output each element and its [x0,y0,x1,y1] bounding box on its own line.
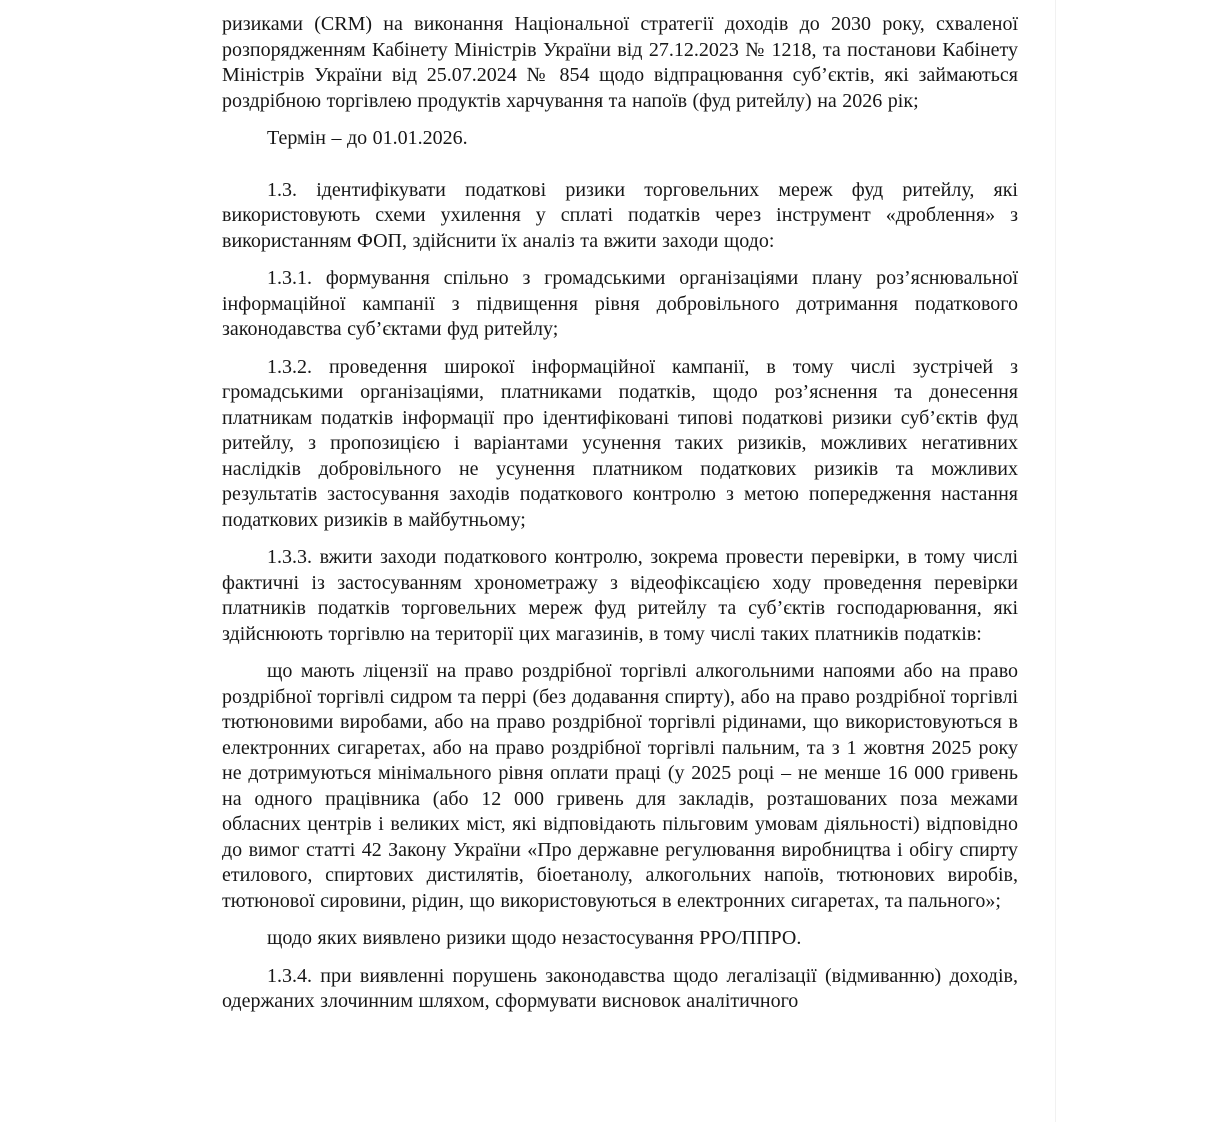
paragraph-clause-1-3-3: 1.3.3. вжити заходи податкового контролю, зокрема провести перевірки, в тому числі фактичні із застосуванням хронометражу з відеофіксацією ходу проведення перевірки платників податків торговельних мереж фуд ритейлу та суб’єктів господарювання, які здійснюють торгівлю на території цих магазинів, в тому числі таких платників податків: [222,546,1018,645]
paragraph-clause-1-3-1: 1.3.1. формування спільно з громадськими організаціями плану роз’яснювальної інформаційної кампанії з підвищення рівня добровільного дотримання податкового законодавства суб’єктами фуд ритейлу; [222,267,1018,340]
paragraph-term-deadline: Термін – до 01.01.2026. [267,127,468,149]
paragraph-clause-1-3: 1.3. ідентифікувати податкові ризики торговельних мереж фуд ритейлу, які використовують схеми ухилення у сплаті податків через інструмент «дроблення» з використанням ФОП, здійснити їх аналіз та вжити заходи щодо: [222,178,1018,252]
scan-artifact-line [1055,0,1056,1122]
paragraph-clause-1-3-2: 1.3.2. проведення широкої інформаційної кампанії, в тому числі зустрічей з громадськими організаціями, платниками податків, щодо роз’яснення та донесення платникам податків інформації про ідентифіковані типові податкові ризики суб’єктів фуд ритейлу, з пропозицією і варіантами усунення таких ризиків, можливих негативних наслідків добровільного не усунення платником податкових ризиків та можливих результатів застосування заходів податкового контролю з метою попередження настання податкових ризиків в майбутньому; [222,355,1018,531]
paragraph-rro-risks: щодо яких виявлено ризики щодо незастосування РРО/ППРО. [267,927,802,949]
paragraph-clause-1-3-4: 1.3.4. при виявленні порушень законодавства щодо легалізації (відмиванню) доходів, одержаних злочинним шляхом, сформувати висновок аналітичного [222,964,1018,1012]
document-text-column [222,12,1018,1027]
paragraph-continuation: ризиками (CRM) на виконання Національної стратегії доходів до 2030 року, схваленої розпорядженням Кабінету Міністрів України від 27.12.2023 № 1218, та постанови Кабінету Міністрів України від 25.07.2024 № 854 щодо відпрацювання суб’єктів, які займаються роздрібною торгівлею продуктів харчування та напоїв (фуд ритейлу) на 2026 рік; [222,13,1018,112]
paragraph-licenses: що мають ліцензії на право роздрібної торгівлі алкогольними напоями або на право роздрібної торгівлі сидром та перрі (без додавання спирту), або на право роздрібної торгівлі тютюновими виробами, або на право роздрібної торгівлі рідинами, що використовуються в електронних сигаретах, або на право роздрібної торгівлі пальним, та з 1 жовтня 2025 року не дотримуються мінімального рівня оплати праці (у 2025 році – не менше 16 000 гривень на одного працівника (або 12 000 гривень для закладів, розташованих поза межами обласних центрів і великих міст, які відповідають пільговим умовам діяльності) відповідно до вимог статті 42 Закону України «Про державне регулювання виробництва і обігу спирту етилового, спиртових дистилятів, біоетанолу, алкогольних напоїв, тютюнових виробів, тютюнової сировини, рідин, що використовуються в електронних сигаретах, та пального»; [222,660,1018,912]
